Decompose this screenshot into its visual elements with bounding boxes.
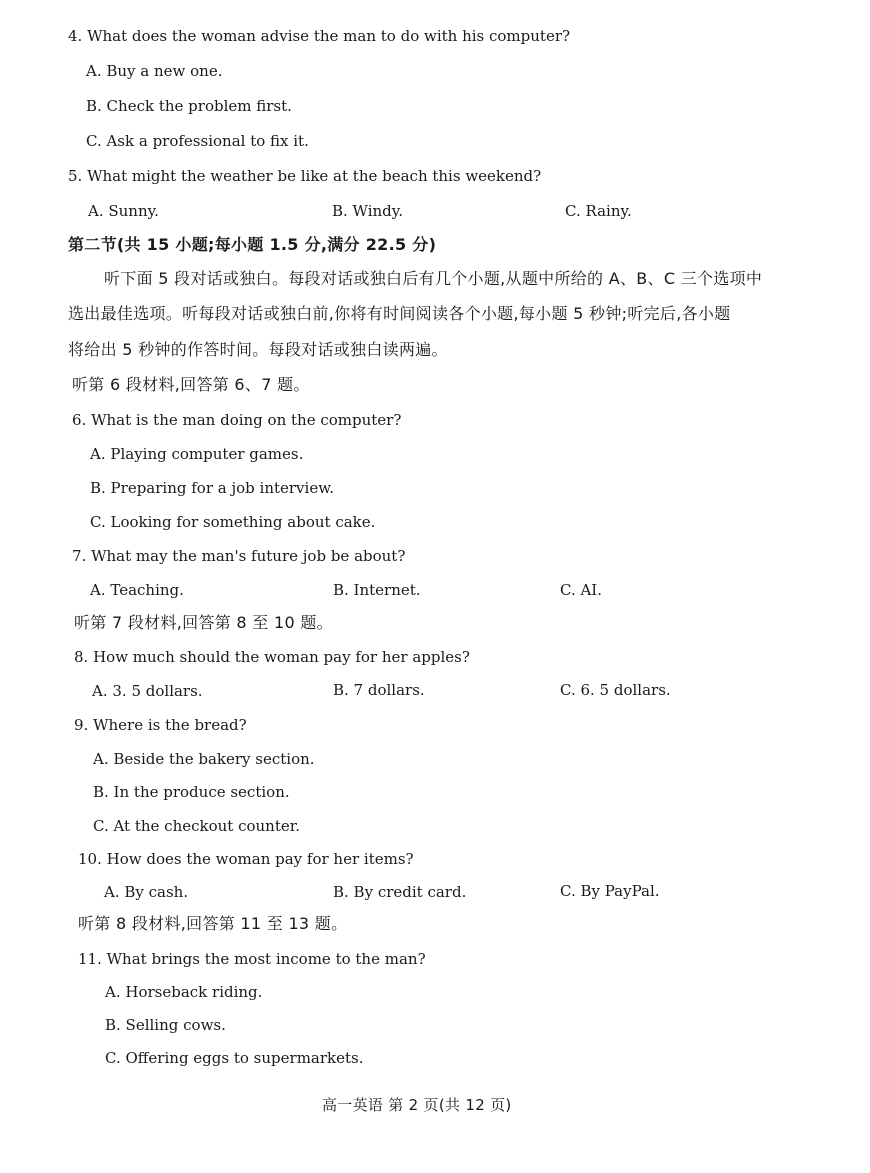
question-8-option-c: C. 6. 5 dollars.	[560, 681, 671, 699]
question-4-option-a: A. Buy a new one.	[86, 62, 223, 80]
section-2-intro-line-1: 听下面 5 段对话或独白。每段对话或独白后有几个小题,从题中所给的 A、B、C 三个选项中	[104, 269, 763, 288]
material-6-instruction: 听第 6 段材料,回答第 6、7 题。	[72, 375, 310, 394]
question-6-stem: 6. What is the man doing on the computer?	[72, 411, 402, 429]
question-9-stem: 9. Where is the bread?	[74, 716, 247, 734]
question-11-option-b: B. Selling cows.	[105, 1016, 226, 1034]
page-footer: 高一英语 第 2 页(共 12 页)	[322, 1096, 512, 1114]
question-9-option-a: A. Beside the bakery section.	[93, 750, 315, 768]
question-11-stem: 11. What brings the most income to the man?	[78, 950, 426, 968]
question-10-option-c: C. By PayPal.	[560, 882, 660, 900]
question-5-option-b: B. Windy.	[332, 202, 404, 220]
question-7-option-b: B. Internet.	[333, 581, 421, 599]
question-5-option-c: C. Rainy.	[565, 202, 632, 220]
question-6-option-b: B. Preparing for a job interview.	[90, 479, 335, 497]
section-2-intro-line-2: 选出最佳选项。听每段对话或独白前,你将有时间阅读各个小题,每小题 5 秒钟;听完后,各小题	[68, 304, 731, 323]
question-4-stem: 4. What does the woman advise the man to do with his computer?	[68, 27, 571, 45]
material-8-instruction: 听第 8 段材料,回答第 11 至 13 题。	[78, 914, 348, 933]
question-11-option-c: C. Offering eggs to supermarkets.	[105, 1049, 364, 1067]
question-7-stem: 7. What may the man's future job be about?	[72, 547, 406, 565]
question-10-option-b: B. By credit card.	[333, 883, 467, 901]
question-4-option-b: B. Check the problem first.	[86, 97, 292, 115]
question-11-option-a: A. Horseback riding.	[105, 983, 263, 1001]
question-9-option-c: C. At the checkout counter.	[93, 817, 301, 835]
question-8-option-b: B. 7 dollars.	[333, 681, 425, 699]
section-2-intro-line-3: 将给出 5 秒钟的作答时间。每段对话或独白读两遍。	[68, 340, 448, 359]
question-10-stem: 10. How does the woman pay for her items?	[78, 850, 414, 868]
material-7-instruction: 听第 7 段材料,回答第 8 至 10 题。	[74, 613, 333, 632]
question-9-option-b: B. In the produce section.	[93, 783, 290, 801]
question-8-stem: 8. How much should the woman pay for her apples?	[74, 648, 470, 666]
question-7-option-a: A. Teaching.	[90, 581, 184, 599]
question-10-option-a: A. By cash.	[104, 883, 189, 901]
question-5-option-a: A. Sunny.	[88, 202, 159, 220]
question-4-option-c: C. Ask a professional to fix it.	[86, 132, 309, 150]
question-5-stem: 5. What might the weather be like at the beach this weekend?	[68, 167, 542, 185]
question-6-option-a: A. Playing computer games.	[90, 445, 304, 463]
section-2-title: 第二节(共 15 小题;每小题 1.5 分,满分 22.5 分)	[68, 235, 437, 254]
question-7-option-c: C. AI.	[560, 581, 603, 599]
question-8-option-a: A. 3. 5 dollars.	[92, 682, 203, 700]
question-6-option-c: C. Looking for something about cake.	[90, 513, 376, 531]
